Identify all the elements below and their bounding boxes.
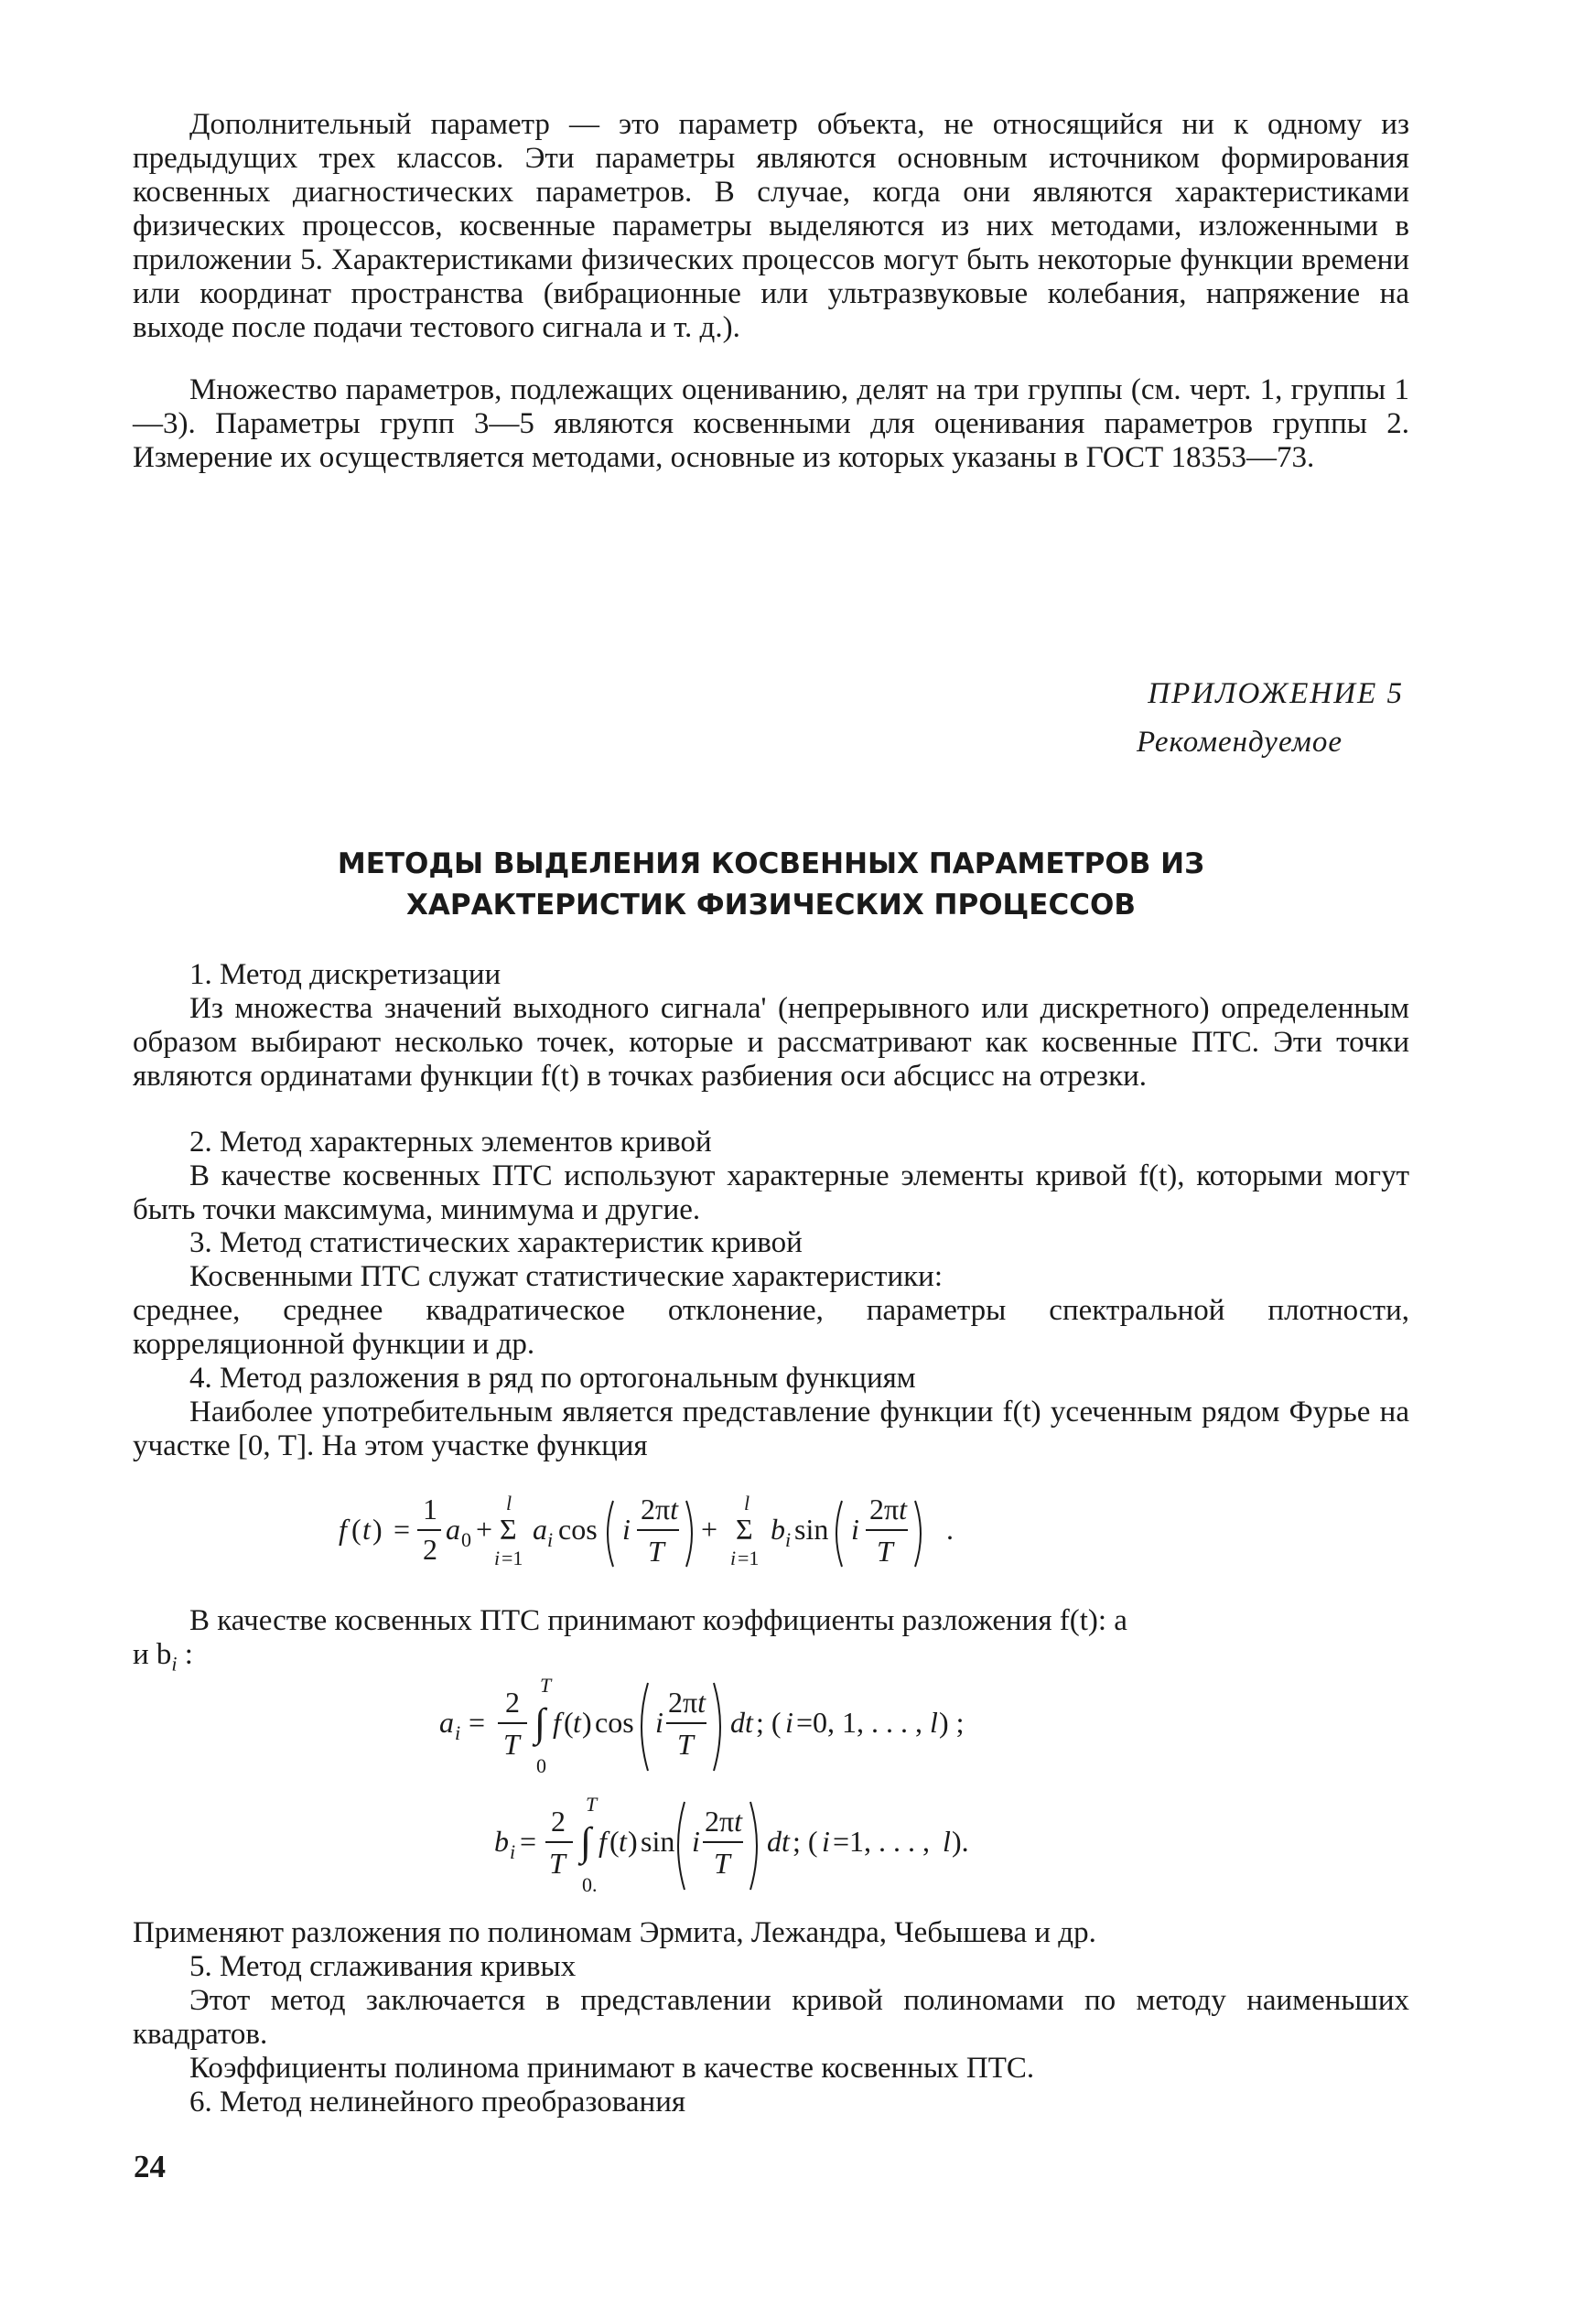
svg-text:T: T (877, 1535, 893, 1568)
svg-text:i: i (730, 1547, 737, 1569)
section-heading-line-1: МЕТОДЫ ВЫДЕЛЕНИЯ КОСВЕННЫХ ПАРАМЕТРОВ ИЗ (337, 847, 1205, 880)
svg-text:i: i (785, 1706, 793, 1739)
method-4-title: 4. Метод разложения в ряд по ортогональным функциям (189, 1362, 916, 1395)
svg-text:=1: =1 (738, 1547, 760, 1569)
svg-text:=: = (469, 1706, 486, 1739)
svg-text:i: i (692, 1825, 700, 1858)
svg-text:cos: cos (595, 1706, 634, 1739)
svg-text:b: b (771, 1513, 785, 1546)
method-2-text: В качестве косвенных ПТС используют характерные элементы кривой f(t), которыми могут быть точки максимума, минимума и другие. (133, 1159, 1409, 1226)
svg-text:l: l (506, 1492, 512, 1515)
svg-text:Σ: Σ (736, 1513, 753, 1546)
svg-text:f: f (553, 1706, 561, 1739)
method-5-text-2: Коэффициенты полинома принимают в качестве косвенных ПТС. (189, 2052, 1035, 2085)
svg-text:(: ( (609, 1825, 620, 1858)
svg-text:).: ). (952, 1825, 969, 1858)
svg-text:a: a (439, 1706, 454, 1739)
svg-text:=: = (394, 1513, 411, 1546)
svg-text:T: T (586, 1793, 598, 1816)
svg-text:=: = (520, 1825, 537, 1858)
svg-text:cos: cos (558, 1513, 598, 1546)
svg-text:(: ( (351, 1513, 361, 1546)
svg-text:∫: ∫ (580, 1819, 592, 1864)
section-heading-line-2: ХАРАКТЕРИСТИК ФИЗИЧЕСКИХ ПРОЦЕССОВ (406, 889, 1136, 922)
svg-text:t: t (362, 1513, 371, 1546)
method-3-title: 3. Метод статистических характеристик кривой (189, 1226, 803, 1259)
formula-fourier-series (339, 1482, 1199, 1591)
svg-text:f: f (339, 1513, 347, 1546)
svg-text:i: i (851, 1513, 859, 1546)
method-5-title: 5. Метод сглаживания кривых (189, 1950, 577, 1983)
svg-text:i: i (655, 1706, 663, 1739)
svg-text:dt: dt (730, 1706, 753, 1739)
method-6-title: 6. Метод нелинейного преобразования (189, 2086, 686, 2119)
svg-text:T: T (677, 1728, 694, 1761)
svg-text:a: a (533, 1513, 547, 1546)
svg-text:2πt: 2πt (869, 1493, 908, 1526)
svg-text:l: l (930, 1706, 938, 1739)
svg-text:l: l (744, 1492, 750, 1515)
svg-text:sin: sin (641, 1825, 675, 1858)
svg-text:f: f (598, 1825, 607, 1858)
svg-text:(: ( (564, 1706, 574, 1739)
svg-text:a: a (446, 1513, 460, 1546)
intro-paragraph-2: Множество параметров, подлежащих оцениванию, делят на три группы (см. черт. 1, группы 1—3). Параметры групп 3—5 являются косвенными для оценивания параметров группы 2. Измерение их осуществляется методами, основные из которых указаны в ГОСТ 18353—73. (133, 373, 1409, 474)
svg-text:+: + (701, 1513, 718, 1546)
svg-text:=1: =1 (501, 1547, 523, 1569)
svg-text:2πt: 2πt (641, 1493, 679, 1526)
method-3-text-2: среднее, среднее квадратическое отклонение, параметры спектральной плотности, корреляционной функции и др. (133, 1294, 1409, 1361)
coefficients-intro: В качестве косвенных ПТС принимают коэффициенты разложения f(t): a (189, 1604, 1127, 1637)
svg-text:2πt: 2πt (705, 1805, 743, 1838)
svg-text:t: t (573, 1706, 581, 1739)
formula-coef-a (439, 1670, 1135, 1788)
method-1-title: 1. Метод дискретизации (189, 958, 501, 991)
svg-text:) ;: ) ; (939, 1706, 965, 1739)
appendix-label: ПРИЛОЖЕНИЕ 5 (1148, 677, 1404, 710)
svg-text:T: T (648, 1535, 664, 1568)
svg-text:i: i (455, 1721, 461, 1744)
svg-text:): ) (582, 1706, 592, 1739)
method-1-text: Из множества значений выходного сигнала' (непрерывного или дискретного) определенным образом выбирают несколько точек, которые и рассматривают как косвенные ПТС. Эти точки являются ординатами функции f(t) в точках разбиения оси абсцисс на отрезки. (133, 992, 1409, 1093)
formula-coef-b (494, 1789, 1135, 1907)
svg-text:2: 2 (551, 1805, 566, 1838)
svg-text:sin: sin (794, 1513, 829, 1546)
svg-text:l: l (943, 1825, 951, 1858)
svg-text:T: T (714, 1847, 730, 1880)
svg-text:2: 2 (423, 1533, 437, 1566)
method-5-text: Этот метод заключается в представлении кривой полиномами по методу наименьших квадратов. (133, 1984, 1409, 2051)
svg-text:t: t (619, 1825, 627, 1858)
svg-text:0: 0 (461, 1528, 471, 1551)
svg-text:i: i (785, 1528, 792, 1551)
svg-text:2: 2 (505, 1686, 520, 1719)
svg-text:T: T (540, 1674, 552, 1697)
method-4-text: Наиболее употребительным является представление функции f(t) усеченным рядом Фурье на участке [0, T]. На этом участке функция (133, 1396, 1409, 1462)
svg-text:dt: dt (767, 1825, 790, 1858)
svg-text:): ) (372, 1513, 383, 1546)
svg-text:i: i (494, 1547, 501, 1569)
svg-text:T: T (503, 1728, 520, 1761)
svg-text:=0, 1, . . . ,: =0, 1, . . . , (796, 1706, 923, 1739)
svg-text:0.: 0. (582, 1873, 598, 1896)
page-number: 24 (134, 2149, 166, 2184)
svg-text:b: b (494, 1825, 509, 1858)
coefficients-intro-2: и $b_i$ : (133, 1638, 193, 1676)
svg-text:i: i (822, 1825, 830, 1858)
svg-text:1: 1 (423, 1493, 437, 1526)
svg-text:0: 0 (536, 1754, 546, 1777)
svg-text:i: i (547, 1528, 554, 1551)
svg-text:.: . (946, 1513, 954, 1546)
method-3-text-1: Косвенными ПТС служат статистические характеристики: (189, 1260, 944, 1293)
appendix-status: Рекомендуемое (1136, 726, 1343, 759)
svg-text:i: i (510, 1840, 516, 1863)
polynomials-text: Применяют разложения по полиномам Эрмита, Лежандра, Чебышева и др. (133, 1916, 1096, 1949)
svg-text:+: + (476, 1513, 493, 1546)
method-2-title: 2. Метод характерных элементов кривой (189, 1126, 712, 1159)
svg-text:): ) (628, 1825, 638, 1858)
svg-text:; (: ; ( (756, 1706, 782, 1739)
intro-paragraph-1: Дополнительный параметр — это параметр объекта, не относящийся ни к одному из предыдущих трех классов. Эти параметры являются основным источником формирования косвенных диагностических параметров. В случае, когда они являются характеристиками физических процессов, косвенные параметры выделяются из них методами, изложенными в приложении 5. Характеристиками физических процессов могут быть некоторые функции времени или координат пространства (вибрационные или ультразвуковые колебания, напряжение на выходе после подачи тестового сигнала и т. д.). (133, 108, 1409, 344)
svg-text:i: i (622, 1513, 631, 1546)
svg-text:Σ: Σ (500, 1513, 517, 1546)
svg-text:=1, . . . ,: =1, . . . , (833, 1825, 931, 1858)
svg-text:∫: ∫ (534, 1700, 546, 1745)
svg-text:; (: ; ( (793, 1825, 818, 1858)
svg-text:2πt: 2πt (668, 1686, 706, 1719)
svg-text:T: T (549, 1847, 566, 1880)
